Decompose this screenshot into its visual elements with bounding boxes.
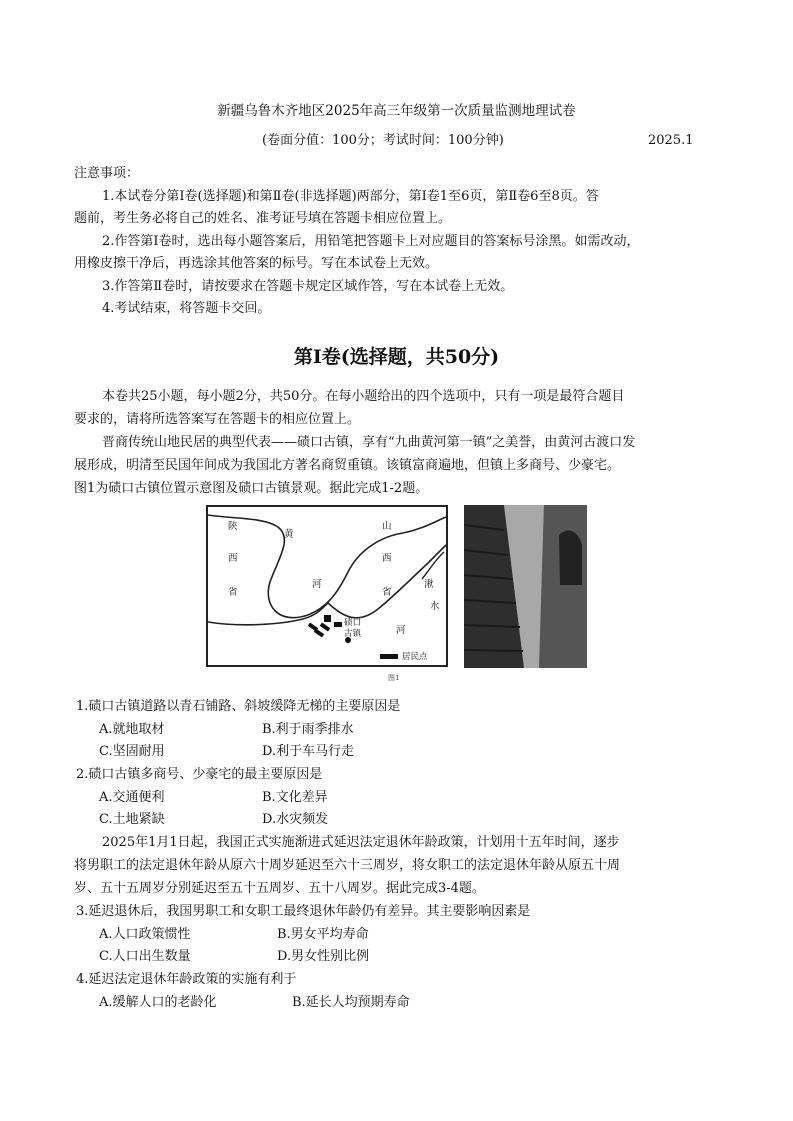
notice-item-2-line-1: 2.作答第Ⅰ卷时，选出每小题答案后，用铅笔把答题卡上对应题目的答案标号涂黑。如需改动， [102,234,640,249]
question-1-option-c: C.坚固耐用 [99,744,165,759]
question-1-stem: 1.碛口古镇道路以青石铺路、斜坡缓降无梯的主要原因是 [76,699,401,714]
label-qiu: 湫 [424,579,434,590]
question-2-option-a: A.交通便利 [99,790,165,805]
question-2-option-c: C.土地紧缺 [99,812,165,827]
label-shanxi-1: 山 [382,521,392,532]
legend-symbol [380,654,398,659]
question-3-option-b: B.男女平均寿命 [277,927,369,942]
notice-heading: 注意事项： [74,166,140,181]
passage-1-line-1: 晋商传统山地民居的典型代表——碛口古镇，享有“九曲黄河第一镇”之美誉，由黄河古渡口发 [102,435,636,450]
label-shanxi-3: 省 [382,587,392,598]
question-2-option-b: B.文化差异 [262,790,328,805]
passage-1-line-2: 展形成，明清至民国年间成为我国北方著名商贸重镇。该镇富商遍地，但镇上多商号、少豪宅。 [74,458,621,473]
question-3-option-a: A.人口政策惯性 [99,927,191,942]
exam-title: 新疆乌鲁木齐地区2025年高三年级第一次质量监测地理试卷 [217,103,576,119]
photo-arch [559,530,582,585]
question-4-stem: 4.延迟法定退休年龄政策的实施有利于 [76,972,297,987]
section-intro-line-1: 本卷共25小题，每小题2分，共50分。在每小题给出的四个选项中，只有一项是最符合题目 [102,389,625,404]
label-town-2: 古镇 [344,629,362,639]
label-river-he: 河 [396,625,406,636]
question-2-option-d: D.水灾频发 [262,812,329,827]
label-huang: 黄 [284,529,294,540]
question-4-option-b: B.延长人均预期寿命 [292,995,410,1010]
question-3-stem: 3.延迟退休后，我国男职工和女职工最终退休年龄仍有差异。其主要影响因素是 [76,904,531,919]
question-1-option-b: B.利于雨季排水 [262,722,354,737]
label-shanxi-2: 西 [382,553,392,564]
question-1-option-a: A.就地取材 [99,722,165,737]
question-1-option-d: D.利于车马行走 [262,744,355,759]
photo-drawing [464,505,587,668]
passage-2-line-2: 将男职工的法定退休年龄从原六十周岁延迟至六十三周岁，将女职工的法定退休年龄从原五十周 [74,858,621,873]
question-4-option-a: A.缓解人口的老龄化 [99,995,217,1010]
settlement-block [320,622,330,631]
settlement-block [314,628,324,637]
location-map [206,505,448,667]
question-3-option-d: D.男女性别比例 [277,949,370,964]
notice-item-2-line-2: 用橡皮擦干净后，再选涂其他答案的标号。写在本试卷上无效。 [74,256,439,271]
label-shui: 水 [430,601,440,612]
label-he: 河 [312,579,322,590]
yellow-river-bank-east [208,545,446,625]
town-landscape-photo [464,505,587,668]
label-shaanxi-1: 陕 [228,521,238,532]
notice-item-3: 3.作答第Ⅱ卷时，请按要求在答题卡规定区域作答，写在本试卷上无效。 [102,279,514,294]
question-3-option-c: C.人口出生数量 [99,949,191,964]
section-title: 第Ⅰ卷(选择题，共50分) [293,346,500,368]
town-marker [334,622,342,627]
map-drawing [208,507,446,665]
passage-2-line-3: 岁、五十五周岁分别延迟至五十五周岁、五十八周岁。据此完成3-4题。 [74,881,485,896]
label-shaanxi-3: 省 [228,587,238,598]
figure-caption: 图1 [388,674,400,682]
passage-2-line-1: 2025年1月1日起，我国正式实施渐进式延迟法定退休年龄政策，计划用十五年时间，逐步 [102,835,620,850]
exam-date: 2025.1 [648,133,694,148]
notice-item-1-line-1: 1.本试卷分第Ⅰ卷(选择题)和第Ⅱ卷(非选择题)两部分，第Ⅰ卷1至6页，第Ⅱ卷6至8页。答 [102,189,599,204]
label-town-1: 碛口 [344,618,362,628]
settlement-block [324,615,331,622]
yellow-river-bank-west [208,515,446,618]
label-shaanxi-2: 西 [228,553,238,564]
photo-wall-right [539,505,587,668]
notice-item-4: 4.考试结束，将答题卡交回。 [102,301,271,316]
section-intro-line-2: 要求的，请将所选答案写在答题卡的相应位置上。 [74,412,361,427]
question-2-stem: 2.碛口古镇多商号、少豪宅的最主要原因是 [76,767,323,782]
notice-item-1-line-2: 题前，考生务必将自己的姓名、准考证号填在答题卡相应位置上。 [74,211,452,226]
legend-label: 居民点 [402,652,428,662]
passage-1-line-3: 图1为碛口古镇位置示意图及碛口古镇景观。据此完成1-2题。 [74,481,429,496]
exam-subtitle: (卷面分值：100分；考试时间：100分钟) [262,133,504,148]
